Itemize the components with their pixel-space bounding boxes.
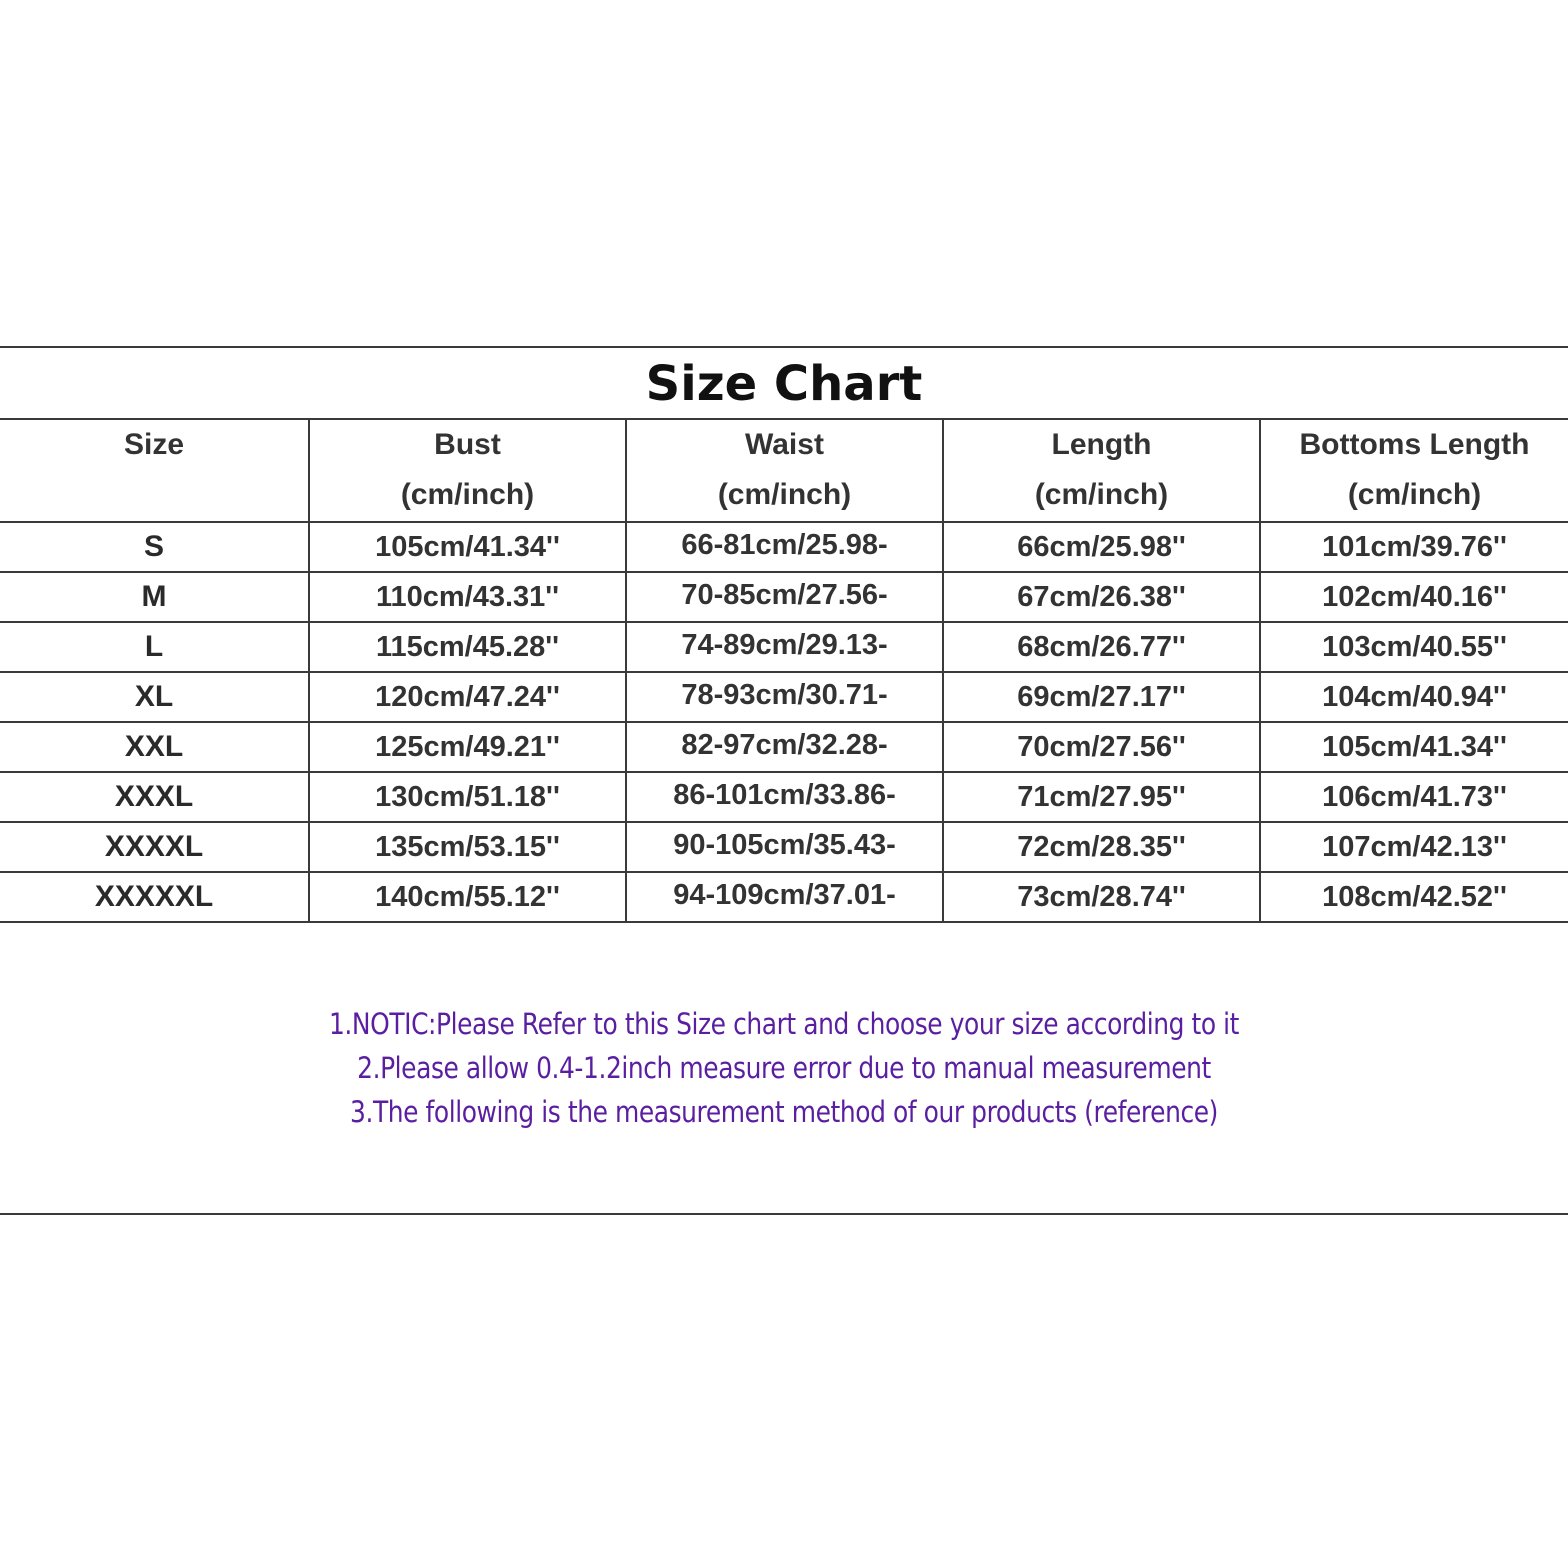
cell-bust: 105cm/41.34'' <box>309 522 626 572</box>
cell-bust: 135cm/53.15'' <box>309 822 626 872</box>
header-size: Size <box>0 419 309 469</box>
cell-size: XXXL <box>0 772 309 822</box>
table-row <box>0 722 1568 772</box>
cell-size: XXXXXL <box>0 872 309 922</box>
cell-bottoms-length: 107cm/42.13'' <box>1260 822 1568 872</box>
header-bottoms-length: Bottoms Length <box>1260 419 1568 469</box>
cell-length: 73cm/28.74'' <box>943 872 1260 922</box>
cell-size: M <box>0 572 309 622</box>
top-rule <box>0 346 1568 348</box>
cell-size: S <box>0 522 309 572</box>
unit-bust: (cm/inch) <box>309 469 626 522</box>
note-line: 3.The following is the measurement method of our products (reference) <box>350 1095 1218 1129</box>
cell-length: 72cm/28.35'' <box>943 822 1260 872</box>
size-table <box>0 418 1568 923</box>
cell-waist: 70-85cm/27.56- <box>626 572 943 622</box>
chart-title: Size Chart <box>645 356 923 412</box>
cell-bottoms-length: 105cm/41.34'' <box>1260 722 1568 772</box>
table-row <box>0 822 1568 872</box>
cell-size: XXXXL <box>0 822 309 872</box>
header-bust: Bust <box>309 419 626 469</box>
cell-bottoms-length: 106cm/41.73'' <box>1260 772 1568 822</box>
table-row <box>0 622 1568 672</box>
cell-waist: 66-81cm/25.98- <box>626 522 943 572</box>
cell-waist: 90-105cm/35.43- <box>626 822 943 872</box>
cell-bust: 140cm/55.12'' <box>309 872 626 922</box>
note-line: 1.NOTIC:Please Refer to this Size chart and choose your size according to it <box>328 1007 1240 1041</box>
unit-size <box>0 469 309 522</box>
cell-bust: 130cm/51.18'' <box>309 772 626 822</box>
cell-bust: 120cm/47.24'' <box>309 672 626 722</box>
table-row <box>0 772 1568 822</box>
cell-length: 67cm/26.38'' <box>943 572 1260 622</box>
cell-waist: 86-101cm/33.86- <box>626 772 943 822</box>
cell-bust: 125cm/49.21'' <box>309 722 626 772</box>
cell-size: XL <box>0 672 309 722</box>
unit-row <box>0 469 1568 522</box>
cell-size: L <box>0 622 309 672</box>
cell-waist: 74-89cm/29.13- <box>626 622 943 672</box>
header-length: Length <box>943 419 1260 469</box>
notes-block <box>0 1002 1568 1134</box>
cell-length: 69cm/27.17'' <box>943 672 1260 722</box>
cell-length: 66cm/25.98'' <box>943 522 1260 572</box>
cell-length: 71cm/27.95'' <box>943 772 1260 822</box>
unit-length: (cm/inch) <box>943 469 1260 522</box>
bottom-rule <box>0 1213 1568 1215</box>
table-row <box>0 572 1568 622</box>
cell-waist: 82-97cm/32.28- <box>626 722 943 772</box>
cell-bust: 110cm/43.31'' <box>309 572 626 622</box>
cell-bottoms-length: 104cm/40.94'' <box>1260 672 1568 722</box>
cell-bust: 115cm/45.28'' <box>309 622 626 672</box>
cell-waist: 94-109cm/37.01- <box>626 872 943 922</box>
unit-bottoms-length: (cm/inch) <box>1260 469 1568 522</box>
cell-length: 68cm/26.77'' <box>943 622 1260 672</box>
cell-bottoms-length: 108cm/42.52'' <box>1260 872 1568 922</box>
cell-size: XXL <box>0 722 309 772</box>
cell-bottoms-length: 101cm/39.76'' <box>1260 522 1568 572</box>
cell-bottoms-length: 103cm/40.55'' <box>1260 622 1568 672</box>
note-line: 2.Please allow 0.4-1.2inch measure error due to manual measurement <box>357 1051 1211 1085</box>
cell-length: 70cm/27.56'' <box>943 722 1260 772</box>
header-waist: Waist <box>626 419 943 469</box>
table-row <box>0 872 1568 922</box>
cell-bottoms-length: 102cm/40.16'' <box>1260 572 1568 622</box>
table-row <box>0 522 1568 572</box>
header-row <box>0 419 1568 469</box>
cell-waist: 78-93cm/30.71- <box>626 672 943 722</box>
unit-waist: (cm/inch) <box>626 469 943 522</box>
table-row <box>0 672 1568 722</box>
